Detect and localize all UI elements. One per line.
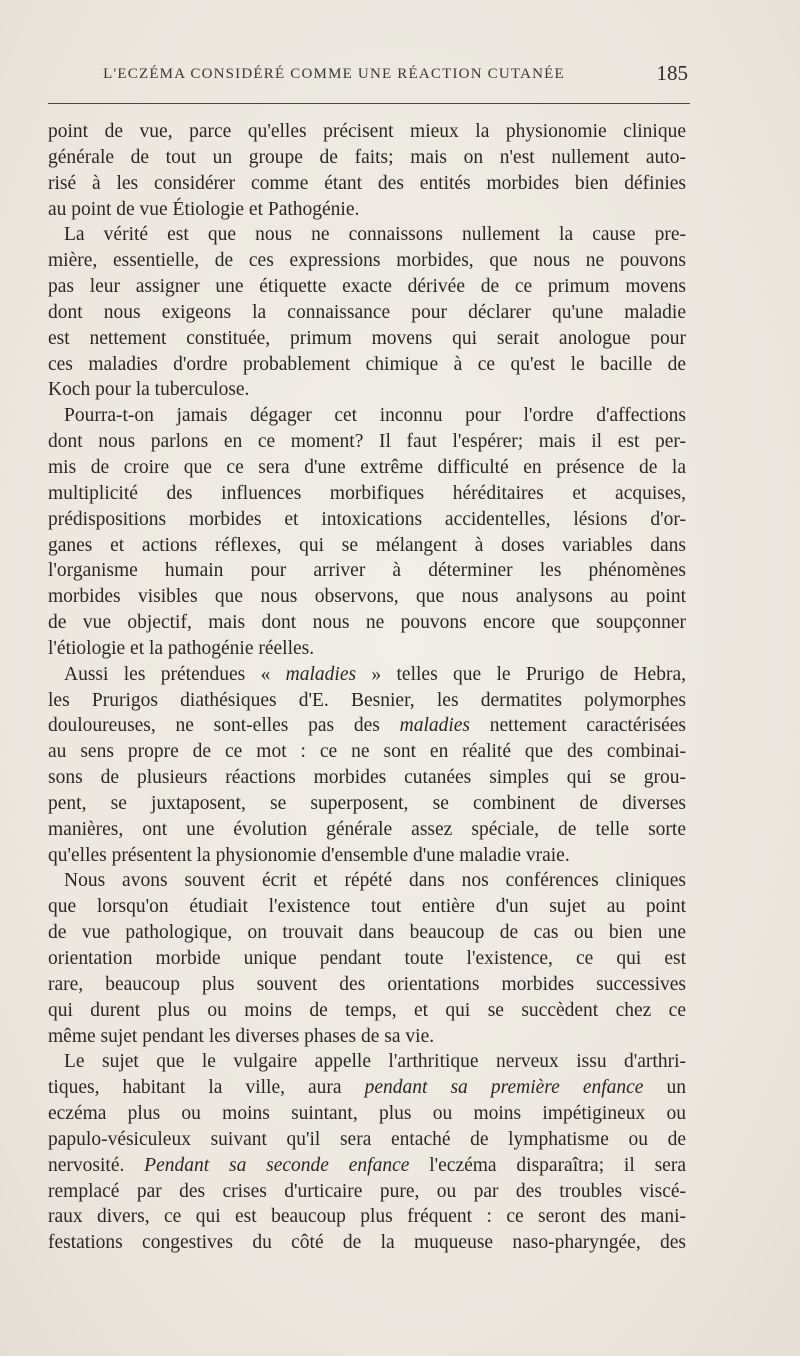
text-line: ces maladies d'ordre probablement chimique à ce qu'est le bacille de: [48, 353, 686, 375]
text-line: que lorsqu'on étudiait l'existence tout entière d'un sujet au point: [48, 896, 686, 918]
text-line: Koch pour la tuberculose.: [48, 379, 250, 401]
text-line: de vue objectif, mais dont nous ne pouvons encore que soupçonner: [48, 612, 686, 634]
italic-word: maladies: [399, 715, 471, 737]
text-line: qui durent plus ou moins de temps, et qui se succèdent chez ce: [48, 999, 686, 1021]
text-line: Nous avons souvent écrit et répété dans nos conférences cliniques: [64, 870, 686, 892]
text-line: morbides visibles que nous observons, que nous analysons au point: [48, 586, 686, 608]
text-line: remplacé par des crises d'urticaire pure, ou par des troubles viscé-: [48, 1180, 686, 1202]
text-line: risé à les considérer comme étant des entités morbides bien définies: [48, 172, 686, 194]
text-line: au sens propre de ce mot : ce ne sont en réalité que des combinai-: [48, 741, 686, 763]
text-line: Aussi les prétendues « maladies » telles que le Prurigo de Hebra,: [64, 663, 686, 685]
text-line: dont nous exigeons la connaissance pour déclarer qu'une maladie: [48, 301, 686, 323]
italic-phrase: Pendant sa seconde enfance: [144, 1154, 410, 1176]
text-line: La vérité est que nous ne connaissons nullement la cause pre-: [64, 224, 686, 246]
text-line: Pourra-t-on jamais dégager cet inconnu pour l'ordre d'affections: [64, 405, 686, 427]
text-line: raux divers, ce qui est beaucoup plus fréquent : ce seront des mani-: [48, 1206, 686, 1228]
page-number: 185: [656, 61, 688, 85]
page-header: [48, 60, 690, 94]
text-line: orientation morbide unique pendant toute l'existence, ce qui est: [48, 948, 686, 969]
header-rule: [48, 103, 690, 104]
italic-word: maladies: [285, 663, 357, 685]
text-line: pent, se juxtaposent, se superposent, se combinent de diverses: [48, 792, 686, 814]
text-line: de vue pathologique, on trouvait dans beaucoup de cas ou bien une: [48, 922, 686, 944]
text-line: pas leur assigner une étiquette exacte dérivée de ce primum movens: [48, 276, 686, 298]
body-text: [48, 119, 686, 1256]
text-line: Le sujet que le vulgaire appelle l'arthritique nerveux issu d'arthri-: [64, 1051, 686, 1073]
text-line: dont nous parlons en ce moment? Il faut l'espérer; mais il est per-: [48, 431, 686, 453]
text-line: qu'elles présentent la physionomie d'ensemble d'une maladie vraie.: [48, 844, 570, 866]
text-line: même sujet pendant les diverses phases de sa vie.: [48, 1025, 435, 1047]
text-line: prédispositions morbides et intoxications accidentelles, lésions d'or-: [48, 508, 686, 530]
text-line: tiques, habitant la ville, aura pendant sa première enfance un: [48, 1077, 686, 1099]
running-title: L'ECZÉMA CONSIDÉRÉ COMME UNE RÉACTION CUTANÉE: [103, 66, 565, 82]
text-line: l'étiologie et la pathogénie réelles.: [48, 637, 315, 659]
text-line: papulo-vésiculeux suivant qu'il sera entaché de lymphatisme ou de: [48, 1128, 686, 1150]
text-line: sons de plusieurs réactions morbides cutanées simples qui se grou-: [48, 767, 686, 789]
text-line: ganes et actions réflexes, qui se mélangent à doses variables dans: [48, 534, 686, 556]
italic-phrase: pendant sa première enfance: [364, 1077, 644, 1099]
text-line: manières, ont une évolution générale assez spéciale, de telle sorte: [48, 818, 686, 840]
text-line: mis de croire que ce sera d'une extrême difficulté en présence de la: [48, 456, 686, 478]
text-line: point de vue, parce qu'elles précisent mieux la physionomie clinique: [48, 121, 686, 142]
text-line: au point de vue Étiologie et Pathogénie.: [48, 198, 360, 220]
text-line: festations congestives du côté de la muqueuse naso-pharyngée, des: [48, 1232, 686, 1254]
text-line: eczéma plus ou moins suintant, plus ou moins impétigineux ou: [48, 1103, 686, 1125]
text-line: douloureuses, ne sont-elles pas des maladies nettement caractérisées: [48, 715, 686, 737]
text-line: multiplicité des influences morbifiques héréditaires et acquises,: [48, 482, 686, 504]
text-line: l'organisme humain pour arriver à déterminer les phénomènes: [48, 560, 686, 582]
text-line: mière, essentielle, de ces expressions morbides, que nous ne pouvons: [48, 250, 686, 272]
text-line: est nettement constituée, primum movens qui serait anologue pour: [48, 327, 686, 349]
text-line: les Prurigos diathésiques d'E. Besnier, les dermatites polymorphes: [48, 689, 686, 711]
text-line: rare, beaucoup plus souvent des orientations morbides successives: [48, 973, 686, 995]
text-line: nervosité. Pendant sa seconde enfance l'eczéma disparaîtra; il sera: [48, 1154, 686, 1176]
text-line: générale de tout un groupe de faits; mais on n'est nullement auto-: [48, 146, 686, 168]
